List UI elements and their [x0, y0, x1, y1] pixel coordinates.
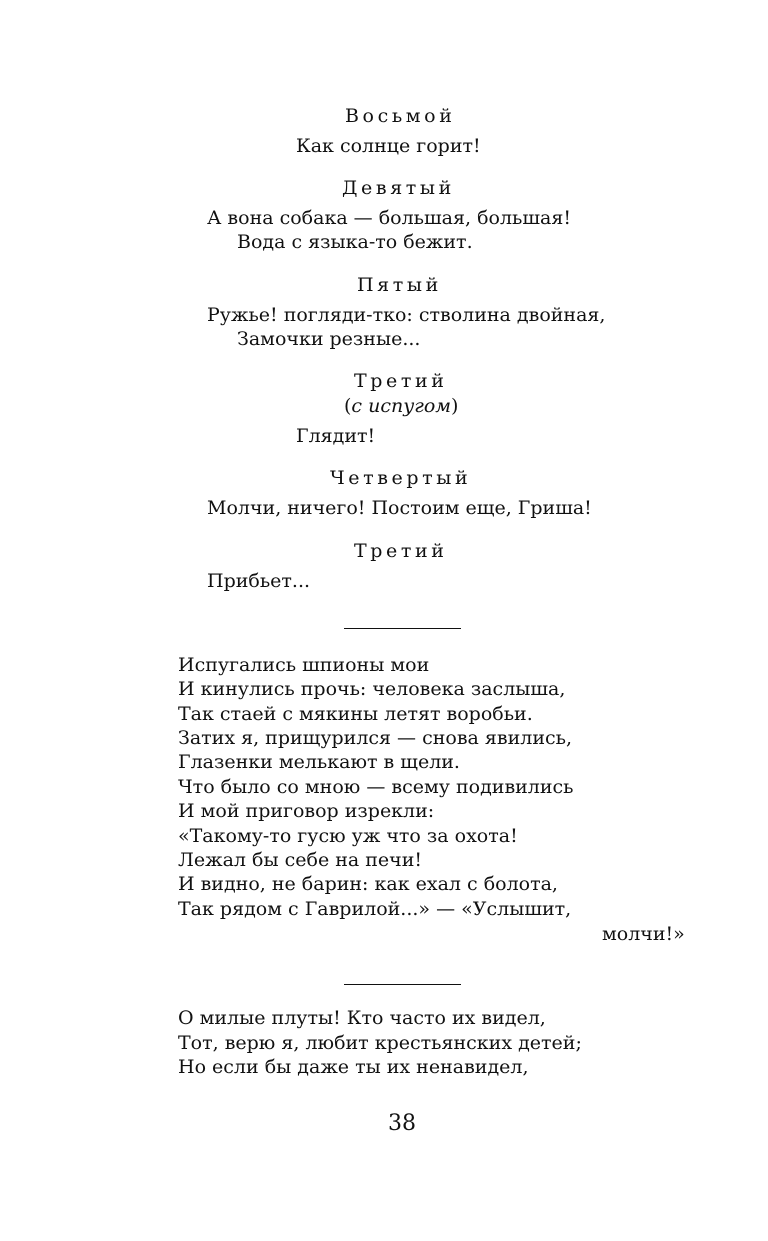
verse-line: И видно, не барин: как ехал с болота, [178, 873, 558, 895]
stage-direction: (с испугом) [344, 395, 459, 417]
speaker-name: Пятый [357, 274, 442, 296]
dialogue-line: А вона собака — большая, большая! [207, 207, 571, 229]
section-divider [344, 984, 461, 985]
verse-line: Так стаей с мякины летят воробьи. [178, 703, 533, 725]
dialogue-line: Вода с языка-то бежит. [237, 231, 473, 253]
dialogue-line: Молчи, ничего! Постоим еще, Гриша! [207, 497, 592, 519]
dialogue-line: Как солнце горит! [296, 135, 481, 157]
verse-line: Затих я, прищурился — снова явились, [178, 727, 573, 749]
speaker-name: Девятый [342, 177, 455, 199]
verse-line: Но если бы даже ты их ненавидел, [178, 1056, 529, 1078]
speaker-name: Третий [354, 540, 448, 562]
verse-line: О милые плуты! Кто часто их видел, [178, 1007, 546, 1029]
verse-line: Так рядом с Гаврилой...» — «Услышит, [178, 898, 572, 920]
speaker-name: Четвертый [330, 467, 472, 489]
verse-line: И кинулись прочь: человека заслыша, [178, 678, 566, 700]
verse-line: И мой приговор изрекли: [178, 800, 435, 822]
verse-line: Что было со мною — всему подивились [178, 776, 574, 798]
dialogue-line: Ружье! погляди-тко: стволина двойная, [207, 304, 606, 326]
verse-line: «Такому-то гусю уж что за охота! [178, 825, 518, 847]
dialogue-line: Глядит! [296, 425, 376, 447]
section-divider [344, 628, 461, 629]
verse-line: Испугались шпионы мои [178, 654, 430, 676]
dialogue-line: Замочки резные... [237, 328, 421, 350]
verse-line: Лежал бы себе на печи! [178, 849, 423, 871]
dialogue-line: Прибьет... [207, 570, 311, 592]
speaker-name: Восьмой [345, 105, 456, 127]
verse-line-continuation: молчи!» [602, 923, 685, 945]
verse-line: Глазенки мелькают в щели. [178, 751, 460, 773]
stage-direction-text: с испугом [351, 395, 452, 417]
page-number: 38 [388, 1111, 416, 1136]
verse-line: Тот, верю я, любит крестьянских детей; [178, 1032, 582, 1054]
speaker-name: Третий [354, 370, 448, 392]
